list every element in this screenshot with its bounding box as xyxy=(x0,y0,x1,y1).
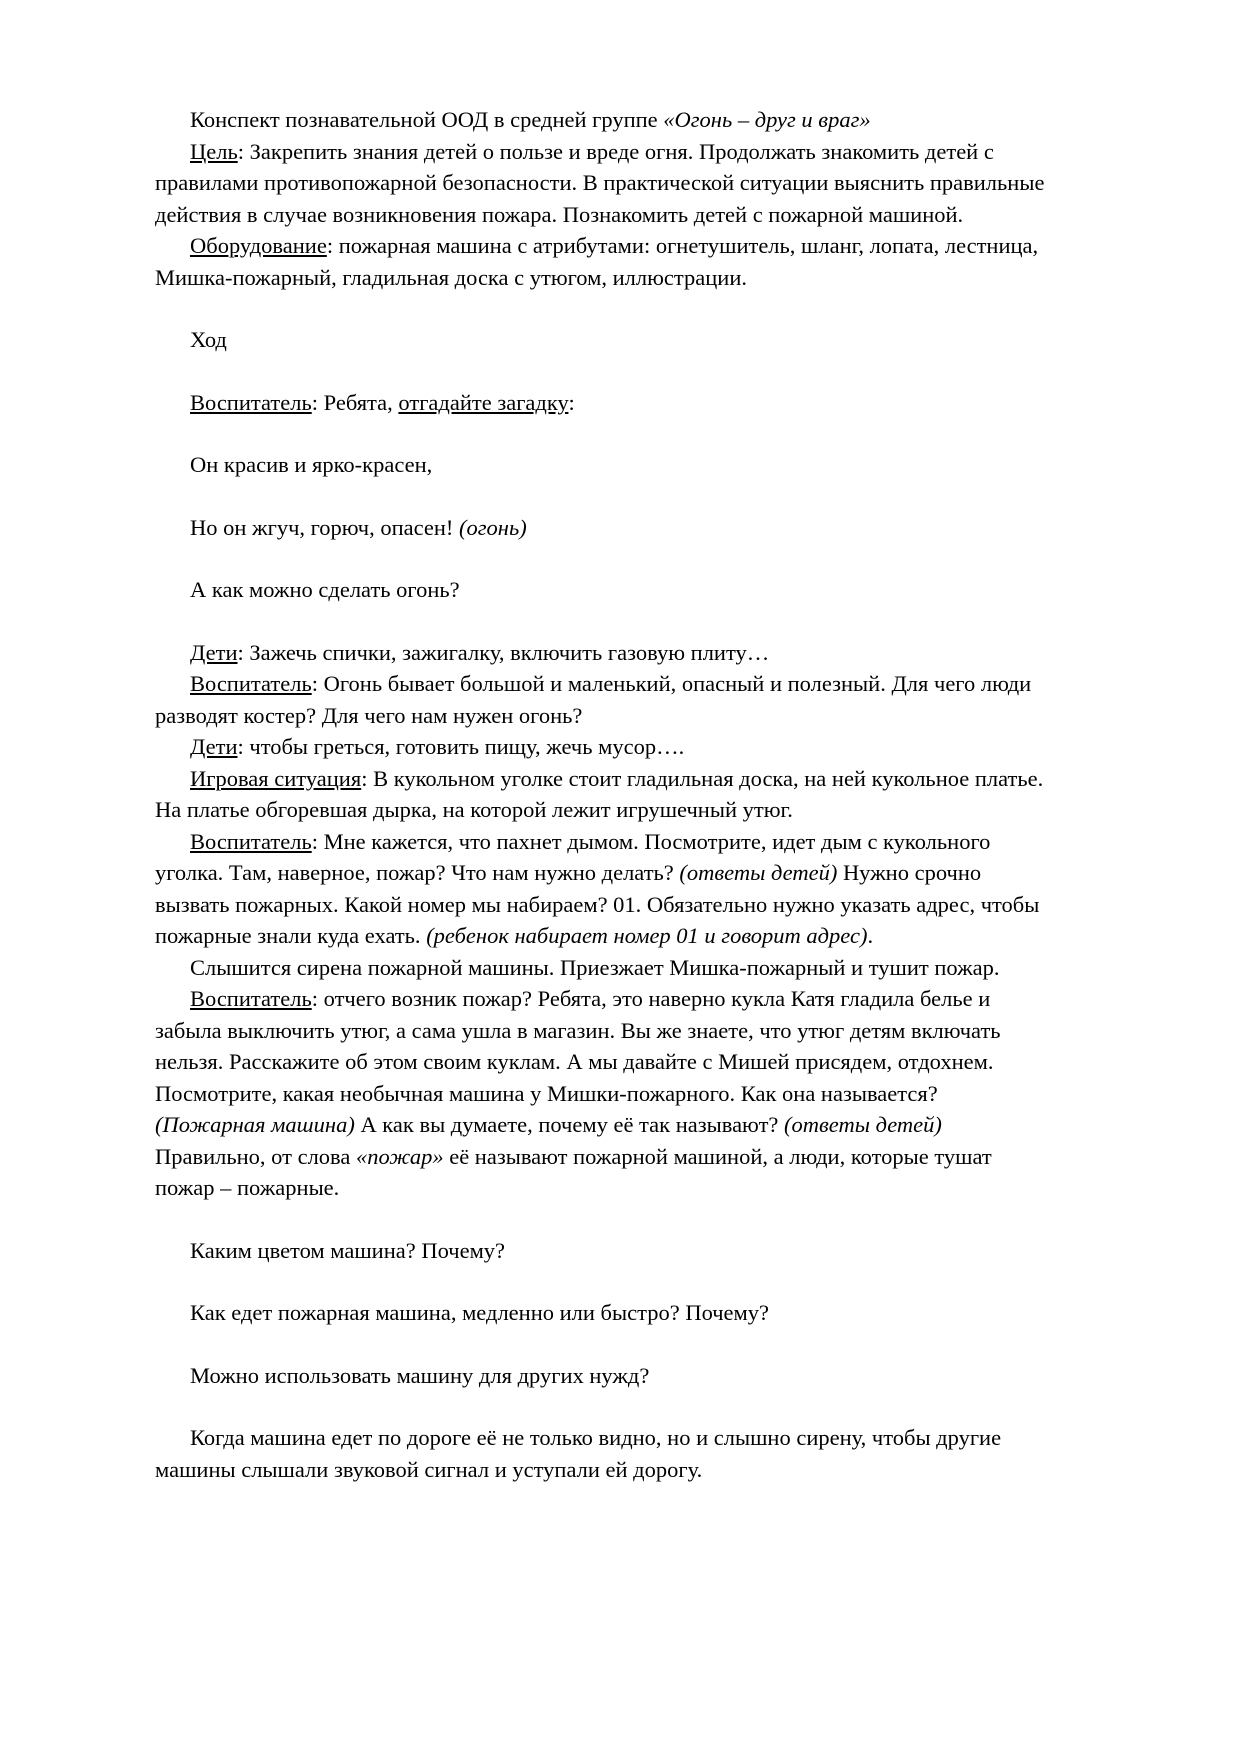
paragraph-children-1 xyxy=(155,637,1045,669)
speaker-label-teacher-3: Воспитатель xyxy=(190,828,312,854)
text-underlined-tail-teacher-riddle: отгадайте загадку xyxy=(398,389,569,415)
text-body-q-color: Каким цветом машина? Почему? xyxy=(190,1237,506,1263)
paragraph-q-other-needs xyxy=(155,1360,1045,1392)
speaker-label-game-situation: Игровая ситуация xyxy=(190,765,362,791)
text-run-teacher-3-2: Нужно срочно вызвать пожарных. Какой номер мы набираем? 01. Обязательно нужно указать адрес, чтобы пожарные знали куда ехать. xyxy=(155,860,1040,948)
speaker-label-teacher-riddle: Воспитатель xyxy=(190,389,312,415)
text-body-riddle-line-2: Но он жгуч, горюч, опасен! xyxy=(190,514,460,540)
document-title-line xyxy=(155,104,1045,136)
label-separator: : xyxy=(326,233,339,258)
speaker-label-equipment: Оборудование xyxy=(190,233,327,258)
speaker-label-children-1: Дети xyxy=(190,639,238,665)
text-body-children-1: Зажечь спички, зажигалку, включить газовую плиту… xyxy=(249,639,770,665)
paragraph-children-2 xyxy=(155,731,1045,763)
paragraph-riddle-line-2 xyxy=(155,512,1045,544)
title-italic-part: «Огонь – друг и враг» xyxy=(663,107,871,132)
label-separator: : xyxy=(237,138,250,164)
text-run-teacher-4-5: «пожар» xyxy=(356,1143,444,1169)
label-separator: : xyxy=(311,828,324,854)
text-body-goal: Закрепить знания детей о пользе и вреде огня. Продолжать знакомить детей с правилами противопожарной безопасности. В практической ситуации выяснить правильные действия в случае возникновения пожара. Познакомить детей с пожарной машиной. xyxy=(155,138,1045,227)
text-run-teacher-4-0: отчего возник пожар? Ребята, это наверно кукла Катя гладила белье и забыла выключить утюг, а сама ушла в магазин. Вы же знаете, что утюг детям включать нельзя. Расскажите об этом своим куклам. А мы давайте с Мишей присядем, отдохнем. Посмотрите, какая необычная машина у Мишки-пожарного. Как она называется? xyxy=(155,986,1001,1106)
paragraph-q-color xyxy=(155,1235,1045,1267)
paragraph-teacher-3 xyxy=(155,826,1045,952)
paragraph-riddle-line-1 xyxy=(155,449,1045,481)
paragraph-teacher-4 xyxy=(155,983,1045,1204)
text-run-teacher-4-1: (Пожарная машина) xyxy=(155,1112,355,1137)
paragraph-question-make-fire xyxy=(155,574,1045,606)
text-body-riddle-line-1: Он красив и ярко-красен, xyxy=(190,452,433,477)
text-run-teacher-4-6: её называют пожарной машиной, а люди, которые тушат пожар – пожарные. xyxy=(155,1143,992,1200)
title-plain-part: Конспект познавательной ООД в средней группе xyxy=(190,107,664,132)
text-run-teacher-3-0: Мне кажется, что пахнет дымом. Посмотрите, идет дым с кукольного уголка. Там, наверное, пожар? Что нам нужно делать? xyxy=(155,828,991,885)
paragraph-teacher-2 xyxy=(155,668,1045,731)
text-body-siren-explanation: Когда машина едет по дороге её не только видно, но и слышно сирену, чтобы другие машины слышали звуковой сигнал и уступали ей дорогу. xyxy=(155,1425,1002,1482)
label-separator: : xyxy=(237,639,250,665)
speaker-label-children-2: Дети xyxy=(190,734,238,759)
paragraph-siren xyxy=(155,952,1045,984)
text-body-teacher-riddle: Ребята, xyxy=(323,389,399,415)
label-separator: : xyxy=(311,986,324,1011)
text-body-question-make-fire: А как можно сделать огонь? xyxy=(190,577,460,602)
label-separator: : xyxy=(311,671,324,696)
paragraph-q-speed xyxy=(155,1297,1045,1329)
speaker-label-teacher-4: Воспитатель xyxy=(190,986,312,1011)
paragraph-goal xyxy=(155,136,1045,231)
text-body-q-other-needs: Можно использовать машину для других нужд? xyxy=(190,1362,650,1388)
text-body-children-2: чтобы греться, готовить пищу, жечь мусор…. xyxy=(249,734,685,759)
text-body-q-speed: Как едет пожарная машина, медленно или быстро? Почему? xyxy=(190,1300,770,1325)
text-after-tail-teacher-riddle: : xyxy=(568,389,575,415)
label-separator: : xyxy=(361,765,374,791)
text-body-siren: Слышится сирена пожарной машины. Приезжает Мишка-пожарный и тушит пожар. xyxy=(190,954,1000,980)
paragraph-teacher-riddle xyxy=(155,387,1045,419)
paragraph-hod xyxy=(155,324,1045,356)
text-run-teacher-4-3: (ответы детей) xyxy=(784,1112,942,1137)
text-body-teacher-2: Огонь бывает большой и маленький, опасный и полезный. Для чего люди разводят костер? Для чего нам нужен огонь? xyxy=(155,671,1032,728)
paragraph-game-situation xyxy=(155,763,1045,826)
text-body-game-situation: В кукольном уголке стоит гладильная доска, на ней кукольное платье. На платье обгоревшая дырка, на которой лежит игрушечный утюг. xyxy=(155,765,1044,822)
speaker-label-goal: Цель xyxy=(190,138,238,164)
paragraph-container xyxy=(155,136,1045,1486)
text-run-teacher-4-4: Правильно, от слова xyxy=(155,1143,356,1169)
label-separator: : xyxy=(311,389,324,415)
text-run-teacher-4-2: А как вы думаете, почему её так называют? xyxy=(354,1112,785,1137)
text-body-equipment: пожарная машина с атрибутами: огнетушитель, шланг, лопата, лестница, Мишка-пожарный, гладильная доска с утюгом, иллюстрации. xyxy=(155,233,1039,290)
text-run-teacher-3-4: . xyxy=(867,923,874,948)
paragraph-siren-explanation xyxy=(155,1422,1045,1485)
document-body xyxy=(155,104,1045,1485)
paragraph-equipment xyxy=(155,230,1045,293)
text-run-teacher-3-1: (ответы детей) xyxy=(679,860,838,885)
italic-tail-riddle-line-2: (огонь) xyxy=(459,514,527,540)
speaker-label-teacher-2: Воспитатель xyxy=(190,671,312,696)
text-body-hod: Ход xyxy=(190,327,227,352)
text-run-teacher-3-3: (ребенок набирает номер 01 и говорит адрес) xyxy=(426,923,868,948)
label-separator: : xyxy=(237,734,250,759)
